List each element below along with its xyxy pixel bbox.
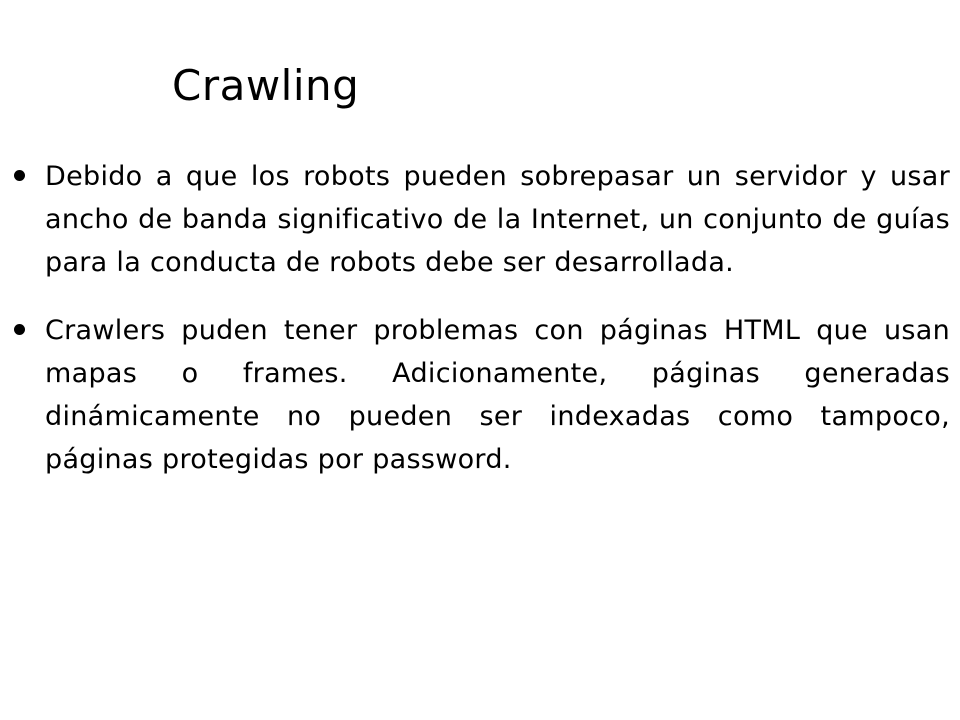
- bullet-dot-icon: [14, 170, 25, 181]
- bullet-item: [0, 309, 960, 481]
- bullet-dot-icon: [14, 324, 25, 335]
- bullet-list: [0, 155, 960, 506]
- bullet-text: Crawlers puden tener problemas con páginas HTML que usan mapas o frames. Adicionamente, páginas generadas dinámicamente no pueden ser indexadas como tampoco, páginas protegidas por password.: [45, 315, 950, 475]
- bullet-item: [0, 155, 960, 284]
- slide-title: Crawling: [172, 61, 360, 110]
- bullet-text: Debido a que los robots pueden sobrepasar un servidor y usar ancho de banda significativo de la Internet, un conjunto de guías para la conducta de robots debe ser desarrollada.: [45, 161, 950, 278]
